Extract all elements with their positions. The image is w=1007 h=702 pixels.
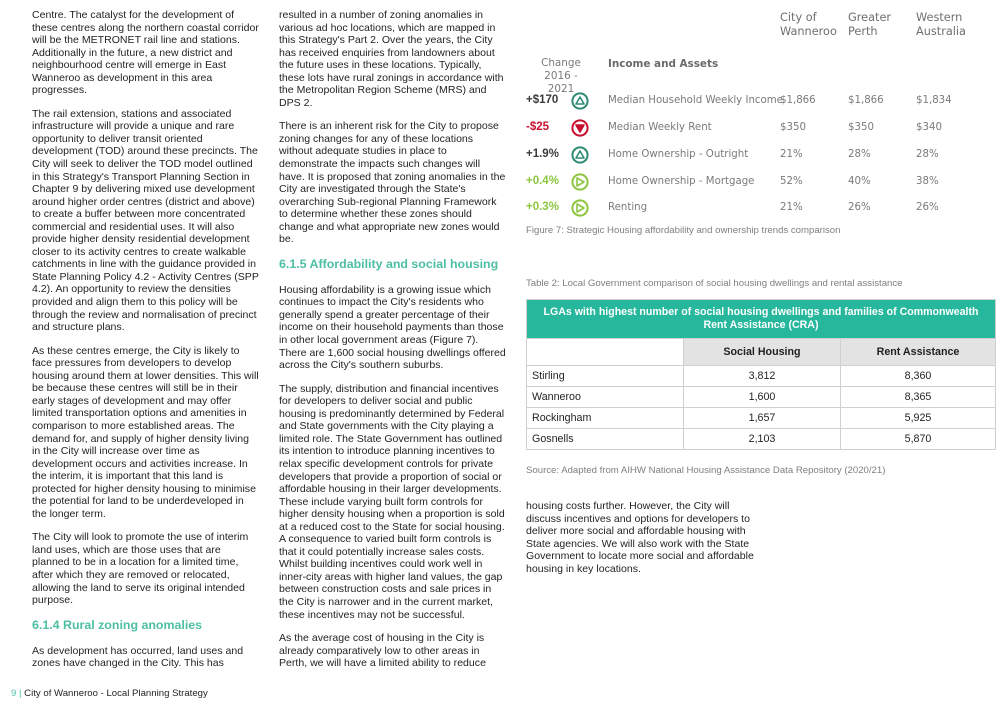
text-column-2 (279, 9, 508, 681)
figure-housing-trends (526, 0, 996, 220)
change-value: +$170 (526, 94, 559, 106)
header-cell-rent-assistance: Rent Assistance (841, 339, 996, 366)
table-title: LGAs with highest number of social housing dwellings and families of Commonwealth Rent Assistance (CRA) (527, 300, 996, 339)
paragraph: The supply, distribution and financial incentives for developers to deliver social and public housing is predominantly determined by Federal and State governments with the City playing a limited role. The State Government has outlined its intention to introduce planning incentives to relax specific development controls for private developers that provide a proportion of social or affordable housing in their larger developments. These include varying built form controls for higher density housing when a proportion is sold at a reduced cost to the State for social housing. A consequence to varied built form controls is that it could potentially increase sales costs. Whilst building incentives could work well in inner-city areas with higher land values, the gap between construction costs and sale prices in the City is narrower and in the current market, these incentives may not be successful. (279, 382, 505, 621)
column-header-wanneroo: City of Wanneroo (780, 11, 837, 38)
page-number: 9 (11, 688, 17, 699)
rent-assistance-cell: 5,925 (841, 408, 996, 429)
change-value: +0.3% (526, 201, 559, 213)
section-header-income-assets: Income and Assets (608, 58, 719, 70)
metric-label: Median Weekly Rent (608, 122, 712, 133)
rent-assistance-cell: 5,870 (841, 429, 996, 450)
section-heading-affordability: 6.1.5 Affordability and social housing (279, 256, 499, 271)
table-caption: Table 2: Local Government comparison of social housing dwellings and rental assistance (526, 278, 903, 289)
section-heading-rural-zoning: 6.1.4 Rural zoning anomalies (32, 617, 203, 632)
metric-value: $350 (848, 122, 874, 133)
metric-value: 21% (780, 202, 803, 213)
change-value: +0.4% (526, 175, 559, 187)
metric-value: $350 (780, 122, 806, 133)
metric-value: 40% (848, 176, 871, 187)
table-row (527, 429, 996, 450)
rent-assistance-cell: 8,360 (841, 366, 996, 387)
figure-caption: Figure 7: Strategic Housing affordability and ownership trends comparison (526, 225, 841, 236)
figure-row (526, 199, 996, 219)
paragraph: resulted in a number of zoning anomalies in various ad hoc locations, which are mapped in this Strategy's Part 2. Over the years, the City has received enquiries from landowners about the future uses in these locations. Typically, these lots have rural zonings in accordance with the Metropolitan Region Scheme (MRS) and DPS 2. (279, 9, 504, 109)
column-header-wa: Western Australia (916, 11, 966, 38)
lga-cell: Rockingham (527, 408, 684, 429)
down-triangle-icon (571, 119, 589, 137)
social-housing-cell: 1,657 (684, 408, 841, 429)
footer-separator: | (16, 688, 25, 699)
metric-value: $1,866 (848, 95, 884, 106)
paragraph: The rail extension, stations and associated infrastructure will provide a unique and rare opportunity to deliver transit oriented development (TOD) around these precincts. The City will seek to deliver the TOD model outlined in this Strategy's Transport Planning Section in Chapter 9 by delivering mixed use development around higher order centres (district and above) to create a buffer between more concentrated commercial and residential uses. It will also provide higher density residential development closer to its activity centres to create walkable catchments in line with the guidance provided in State Planning Policy 4.2 - Activity Centres (SPP 4.2). An opportunity to review the densities provided and align them to this policy will be through the review and normalisation of precinct and structure plans. (32, 107, 259, 334)
metric-value: 26% (848, 202, 871, 213)
column-header-perth: Greater Perth (848, 11, 892, 38)
rent-assistance-cell: 8,365 (841, 387, 996, 408)
text-column-3 (526, 500, 759, 586)
metric-label: Home Ownership - Outright (608, 149, 749, 160)
paragraph: Centre. The catalyst for the development of these centres along the northern coastal corridor will be the METRONET rail line and stations. Additionally in the future, a new district and neighbourhood centre will emerge in East Wanneroo as development in this area progresses. (32, 9, 259, 97)
paragraph: As the average cost of housing in the City is already comparatively low to other areas in Perth, we will have a limited ability to reduce (279, 632, 486, 670)
metric-value: 26% (916, 202, 939, 213)
lga-cell: Gosnells (527, 429, 684, 450)
right-triangle-icon (571, 173, 589, 191)
table-row (527, 387, 996, 408)
header-cell-social-housing: Social Housing (684, 339, 841, 366)
page-footer (11, 688, 208, 699)
social-housing-cell: 3,812 (684, 366, 841, 387)
social-housing-table (526, 299, 996, 450)
header-cell-blank (527, 339, 684, 366)
metric-label: Median Household Weekly Income (608, 95, 783, 106)
table-row (527, 366, 996, 387)
figure-row (526, 92, 996, 112)
social-housing-cell: 1,600 (684, 387, 841, 408)
up-triangle-icon (571, 146, 589, 164)
metric-value: 38% (916, 176, 939, 187)
metric-value: $340 (916, 122, 942, 133)
right-triangle-icon (571, 199, 589, 217)
metric-label: Renting (608, 202, 648, 213)
table-header-row (527, 339, 996, 366)
social-housing-cell: 2,103 (684, 429, 841, 450)
paragraph: As development has occurred, land uses and zones have changed in the City. This has (32, 644, 244, 670)
text-column-1 (32, 9, 259, 681)
metric-value: 28% (848, 149, 871, 160)
paragraph: The City will look to promote the use of interim land uses, which are those uses that are planned to be in a location for a limited time, after which they are removed or relocated, allowing the land to serve its original intended purpose. (32, 531, 249, 607)
change-header: Change 2016 - 2021 (541, 57, 581, 95)
figure-row (526, 119, 996, 139)
metric-value: 28% (916, 149, 939, 160)
paragraph: Housing affordability is a growing issue which continues to impact the City's residents who generally spend a greater percentage of their income on their household payments than those in other local government areas (Figure 7). There are 1,600 social housing dwellings offered across the City's southern suburbs. (279, 283, 506, 372)
paragraph: housing costs further. However, the City will discuss incentives and options for developers to deliver more social and affordable housing with State agencies. We will also work with the State Government to locate more social and affordable housing in key locations. (526, 500, 754, 575)
change-value: -$25 (526, 121, 550, 133)
metric-label: Home Ownership - Mortgage (608, 176, 755, 187)
lga-cell: Wanneroo (527, 387, 684, 408)
figure-row (526, 173, 996, 193)
paragraph: As these centres emerge, the City is likely to face pressures from developers to develop housing around them at lower densities. This will be because these centres will still be in their early stages of development and may offer limited transportation options and amenities in comparison to more established areas. The demand for, and supply of higher density living in the City will increase over time as development occurs and activities increase. In the interim, it is important that this land is protected for higher density housing to minimise the potential for land to be underdeveloped in the longer term. (32, 344, 259, 520)
figure-row (526, 146, 996, 166)
table-row (527, 408, 996, 429)
table-title-row (527, 300, 996, 339)
change-value: +1.9% (526, 148, 559, 160)
up-triangle-icon (571, 92, 589, 110)
lga-cell: Stirling (527, 366, 684, 387)
paragraph: There is an inherent risk for the City to propose zoning changes for any of these locations without adequate studies in place to demonstrate the impacts such changes will have. It is proposed that zoning anomalies in the City are investigated through the State's overarching Sub-regional Planning Framework to determine whether these zones should change and what appropriate new zones would be. (279, 120, 506, 246)
metric-value: $1,834 (916, 95, 952, 106)
table-source: Source: Adapted from AIHW National Housing Assistance Data Repository (2020/21) (526, 465, 886, 476)
metric-value: 21% (780, 149, 803, 160)
metric-value: $1,866 (780, 95, 816, 106)
footer-title: City of Wanneroo - Local Planning Strategy (24, 688, 208, 699)
metric-value: 52% (780, 176, 803, 187)
